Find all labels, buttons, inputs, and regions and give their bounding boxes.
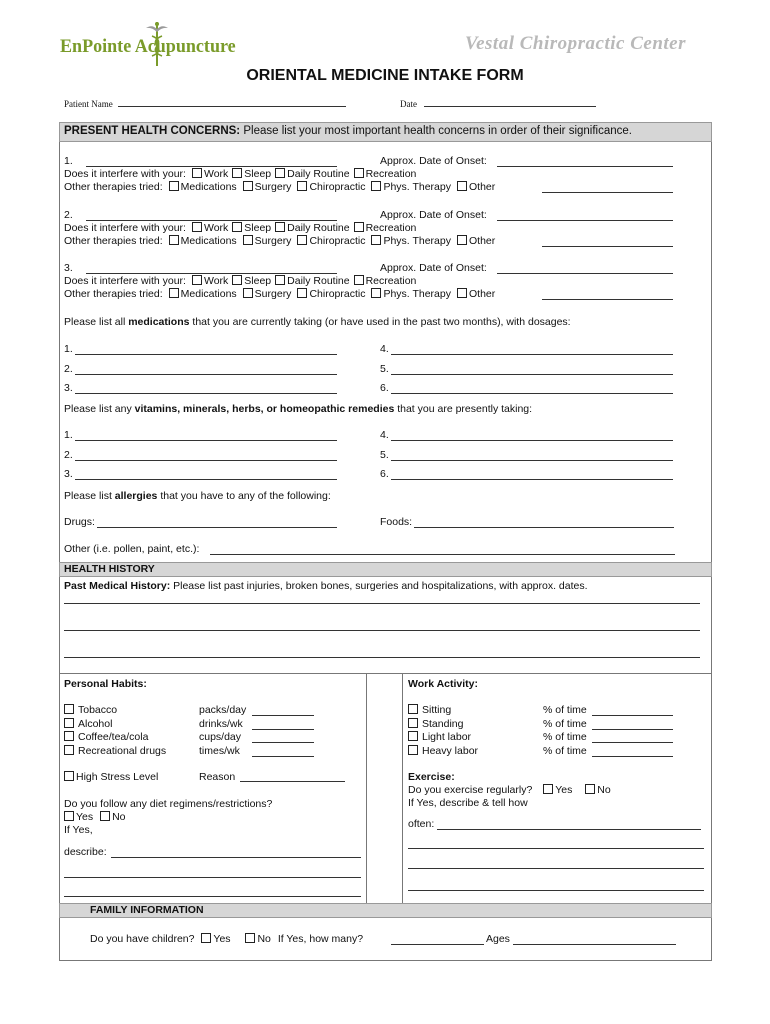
therapy-checkbox[interactable] <box>243 181 253 191</box>
therapy-option: Phys. Therapy <box>383 288 451 300</box>
habits-heading: Personal Habits: <box>64 678 147 690</box>
habit-checkbox[interactable] <box>64 745 74 755</box>
list-number: 1. <box>64 429 73 441</box>
habit-unit: times/wk <box>199 745 240 757</box>
list-field[interactable] <box>75 354 337 355</box>
therapies-label: Other therapies tried: <box>64 288 163 300</box>
therapy-option: Medications <box>180 288 237 300</box>
therapy-checkbox[interactable] <box>169 235 179 245</box>
therapies-row <box>64 288 495 300</box>
often-label: often: <box>408 818 435 830</box>
history-line[interactable] <box>64 657 700 658</box>
habit-checkbox[interactable] <box>64 718 74 728</box>
vitamins-prompt: Please list any vitamins, minerals, herbs, or homeopathic remedies that you are presently taking: <box>64 403 533 415</box>
list-field[interactable] <box>391 374 673 375</box>
history-line[interactable] <box>64 603 700 604</box>
other-allergy-label: Other (i.e. pollen, paint, etc.): <box>64 543 200 555</box>
exercise-no-checkbox[interactable] <box>585 784 595 794</box>
therapy-checkbox[interactable] <box>297 288 307 298</box>
therapies-label: Other therapies tried: <box>64 181 163 193</box>
concern-number: 3. <box>64 262 73 274</box>
therapy-option: Chiropractic <box>309 235 366 247</box>
list-field[interactable] <box>391 460 673 461</box>
therapy-option: Medications <box>180 181 237 193</box>
interfere-checkbox[interactable] <box>232 168 242 178</box>
habit-checkbox[interactable] <box>64 731 74 741</box>
children-no-checkbox[interactable] <box>245 933 255 943</box>
work-item <box>408 745 478 757</box>
reason-label: Reason <box>199 771 236 783</box>
other-therapy-field[interactable] <box>542 246 673 247</box>
concern-field[interactable] <box>86 220 337 221</box>
interfere-row <box>64 222 416 234</box>
past-history-text: Please list past injuries, broken bones, surgeries and hospitalizations, with approx. dates. <box>173 580 588 592</box>
therapy-option: Chiropractic <box>309 181 366 193</box>
present-instruction: Please list your most important health concerns in order of their significance. <box>243 125 632 137</box>
habit-item <box>64 745 166 757</box>
how-many-field[interactable] <box>391 944 484 945</box>
reason-field[interactable] <box>240 781 345 782</box>
work-unit: % of time <box>543 704 587 716</box>
interfere-option: Daily Routine <box>287 275 350 287</box>
diet-no-checkbox[interactable] <box>100 811 110 821</box>
list-number: 6. <box>380 468 389 480</box>
diet-yes-checkbox[interactable] <box>64 811 74 821</box>
diet-no-label: No <box>112 811 126 823</box>
habit-item <box>64 718 112 730</box>
patient-name-label: Patient Name <box>64 99 113 109</box>
exercise-question: Do you exercise regularly? <box>408 784 533 796</box>
health-history-heading: HEALTH HISTORY <box>64 563 155 575</box>
interfere-checkbox[interactable] <box>192 168 202 178</box>
therapy-checkbox[interactable] <box>297 235 307 245</box>
interfere-option: Work <box>203 168 229 180</box>
habit-unit: drinks/wk <box>199 718 243 730</box>
interfere-option: Work <box>203 275 229 287</box>
habit-label: Coffee/tea/cola <box>78 731 149 743</box>
stress-checkbox[interactable] <box>64 771 74 781</box>
list-field[interactable] <box>391 393 673 394</box>
foods-field[interactable] <box>414 527 674 528</box>
drugs-label: Drugs: <box>64 516 95 528</box>
exercise-no-label: No <box>597 784 611 796</box>
interfere-option: Sleep <box>244 275 272 287</box>
concern-field[interactable] <box>86 166 337 167</box>
work-label: Light labor <box>422 731 472 743</box>
interfere-checkbox[interactable] <box>354 222 364 232</box>
habit-field[interactable] <box>252 756 314 757</box>
describe-field[interactable] <box>111 857 361 858</box>
work-checkbox[interactable] <box>408 704 418 714</box>
interfere-checkbox[interactable] <box>354 168 364 178</box>
therapy-checkbox[interactable] <box>297 181 307 191</box>
interfere-label: Does it interfere with your: <box>64 275 186 287</box>
work-label: Sitting <box>422 704 452 716</box>
interfere-checkbox[interactable] <box>192 275 202 285</box>
children-no-label: No <box>257 933 271 945</box>
therapy-checkbox[interactable] <box>457 288 467 298</box>
often-field[interactable] <box>408 890 704 891</box>
stress-label: High Stress Level <box>76 771 159 783</box>
list-number: 3. <box>64 382 73 394</box>
habit-item <box>64 704 117 716</box>
interfere-checkbox[interactable] <box>354 275 364 285</box>
list-field[interactable] <box>391 354 673 355</box>
work-checkbox[interactable] <box>408 731 418 741</box>
therapies-label: Other therapies tried: <box>64 235 163 247</box>
concern-number: 2. <box>64 209 73 221</box>
children-question: Do you have children? <box>90 933 195 945</box>
exercise-yes-checkbox[interactable] <box>543 784 553 794</box>
therapy-checkbox[interactable] <box>371 235 381 245</box>
family-heading: FAMILY INFORMATION <box>90 904 204 916</box>
habit-label: Recreational drugs <box>78 745 167 757</box>
center-name: Vestal Chiropractic Center <box>465 33 686 54</box>
onset-field[interactable] <box>497 166 673 167</box>
work-unit: % of time <box>543 731 587 743</box>
describe-label: describe: <box>64 846 107 858</box>
therapy-option: Phys. Therapy <box>383 235 451 247</box>
interfere-checkbox[interactable] <box>192 222 202 232</box>
habit-field[interactable] <box>252 729 314 730</box>
list-number: 2. <box>64 363 73 375</box>
form-frame <box>59 122 712 961</box>
therapy-option: Surgery <box>254 181 292 193</box>
habit-unit: packs/day <box>199 704 247 716</box>
work-heading: Work Activity: <box>408 678 479 690</box>
list-number: 6. <box>380 382 389 394</box>
onset-label: Approx. Date of Onset: <box>380 155 487 167</box>
list-field[interactable] <box>75 393 337 394</box>
list-number: 5. <box>380 449 389 461</box>
health-history-bar <box>59 562 712 577</box>
onset-label: Approx. Date of Onset: <box>380 262 487 274</box>
work-field[interactable] <box>592 742 673 743</box>
describe-field[interactable] <box>64 877 361 878</box>
ages-field[interactable] <box>513 944 676 945</box>
drugs-field[interactable] <box>97 527 337 528</box>
therapy-option: Surgery <box>254 288 292 300</box>
work-field[interactable] <box>592 729 673 730</box>
other-therapy-field[interactable] <box>542 299 673 300</box>
onset-label: Approx. Date of Onset: <box>380 209 487 221</box>
other-allergy-field[interactable] <box>210 554 675 555</box>
therapy-checkbox[interactable] <box>243 235 253 245</box>
list-field[interactable] <box>75 479 337 480</box>
work-field[interactable] <box>592 756 673 757</box>
work-unit: % of time <box>543 745 587 757</box>
therapy-checkbox[interactable] <box>457 181 467 191</box>
children-yes-label: Yes <box>213 933 231 945</box>
therapy-checkbox[interactable] <box>169 181 179 191</box>
interfere-option: Recreation <box>365 222 417 234</box>
therapy-option: Other <box>468 181 496 193</box>
date-label: Date <box>400 99 417 109</box>
work-checkbox[interactable] <box>408 718 418 728</box>
therapy-checkbox[interactable] <box>457 235 467 245</box>
often-field[interactable] <box>408 868 704 869</box>
therapies-row <box>64 235 495 247</box>
interfere-row <box>64 275 416 287</box>
list-number: 2. <box>64 449 73 461</box>
list-number: 4. <box>380 343 389 355</box>
foods-label: Foods: <box>380 516 413 528</box>
list-field[interactable] <box>391 440 673 441</box>
logo-text: EnPointe Acupuncture <box>60 36 236 57</box>
present-heading: PRESENT HEALTH CONCERNS: <box>64 125 241 137</box>
diet-if-yes: If Yes, <box>64 824 93 836</box>
past-history-label: Past Medical History: <box>64 580 171 592</box>
concern-number: 1. <box>64 155 73 167</box>
concern-field[interactable] <box>86 273 337 274</box>
habit-label: Tobacco <box>78 704 118 716</box>
list-number: 4. <box>380 429 389 441</box>
interfere-option: Sleep <box>244 168 272 180</box>
interfere-checkbox[interactable] <box>275 275 285 285</box>
divider <box>366 673 367 903</box>
therapy-option: Phys. Therapy <box>383 181 451 193</box>
interfere-option: Daily Routine <box>287 222 350 234</box>
list-number: 3. <box>64 468 73 480</box>
children-yes-checkbox[interactable] <box>201 933 211 943</box>
interfere-checkbox[interactable] <box>232 222 242 232</box>
habit-item <box>64 731 148 743</box>
list-field[interactable] <box>75 460 337 461</box>
how-many-label: If Yes, how many? <box>277 933 364 945</box>
divider <box>59 673 712 674</box>
therapy-checkbox[interactable] <box>371 288 381 298</box>
exercise-heading: Exercise: <box>408 771 455 783</box>
history-line[interactable] <box>64 630 700 631</box>
interfere-option: Daily Routine <box>287 168 350 180</box>
habit-field[interactable] <box>252 715 314 716</box>
interfere-label: Does it interfere with your: <box>64 222 186 234</box>
diet-yes-label: Yes <box>76 811 94 823</box>
onset-field[interactable] <box>497 273 673 274</box>
therapy-option: Other <box>468 235 496 247</box>
work-unit: % of time <box>543 718 587 730</box>
patient-name-field[interactable] <box>118 106 346 107</box>
interfere-checkbox[interactable] <box>232 275 242 285</box>
interfere-checkbox[interactable] <box>275 168 285 178</box>
divider <box>402 673 403 903</box>
diet-question: Do you follow any diet regimens/restrictions? <box>64 798 273 810</box>
interfere-option: Work <box>203 222 229 234</box>
therapy-checkbox[interactable] <box>371 181 381 191</box>
therapy-option: Other <box>468 288 496 300</box>
list-field[interactable] <box>391 479 673 480</box>
therapy-option: Chiropractic <box>309 288 366 300</box>
interfere-label: Does it interfere with your: <box>64 168 186 180</box>
therapy-option: Surgery <box>254 235 292 247</box>
habit-label: Alcohol <box>78 718 113 730</box>
therapy-option: Medications <box>180 235 237 247</box>
exercise-yes-label: Yes <box>555 784 573 796</box>
other-therapy-field[interactable] <box>542 192 673 193</box>
interfere-checkbox[interactable] <box>275 222 285 232</box>
exercise-if-yes: If Yes, describe & tell how <box>408 797 528 809</box>
therapies-row <box>64 181 495 193</box>
work-label: Heavy labor <box>422 745 479 757</box>
often-field[interactable] <box>437 829 701 830</box>
work-item <box>408 718 463 730</box>
habit-field[interactable] <box>252 742 314 743</box>
work-label: Standing <box>422 718 464 730</box>
enpointe-logo <box>58 20 288 66</box>
onset-field[interactable] <box>497 220 673 221</box>
therapy-checkbox[interactable] <box>169 288 179 298</box>
therapy-checkbox[interactable] <box>243 288 253 298</box>
interfere-option: Sleep <box>244 222 272 234</box>
describe-field[interactable] <box>64 896 361 897</box>
work-field[interactable] <box>592 715 673 716</box>
date-field[interactable] <box>424 106 596 107</box>
interfere-option: Recreation <box>365 275 417 287</box>
meds-prompt: Please list all medications that you are currently taking (or have used in the past two months), with dosages: <box>64 316 571 328</box>
list-field[interactable] <box>75 374 337 375</box>
work-item <box>408 731 471 743</box>
habit-checkbox[interactable] <box>64 704 74 714</box>
ages-label: Ages <box>486 933 510 945</box>
list-number: 1. <box>64 343 73 355</box>
allergies-prompt: Please list allergies that you have to any of the following: <box>64 490 331 502</box>
interfere-option: Recreation <box>365 168 417 180</box>
often-field[interactable] <box>408 848 704 849</box>
form-title: ORIENTAL MEDICINE INTAKE FORM <box>246 67 524 84</box>
habit-unit: cups/day <box>199 731 242 743</box>
interfere-row <box>64 168 416 180</box>
list-field[interactable] <box>75 440 337 441</box>
work-item <box>408 704 451 716</box>
list-number: 5. <box>380 363 389 375</box>
work-checkbox[interactable] <box>408 745 418 755</box>
